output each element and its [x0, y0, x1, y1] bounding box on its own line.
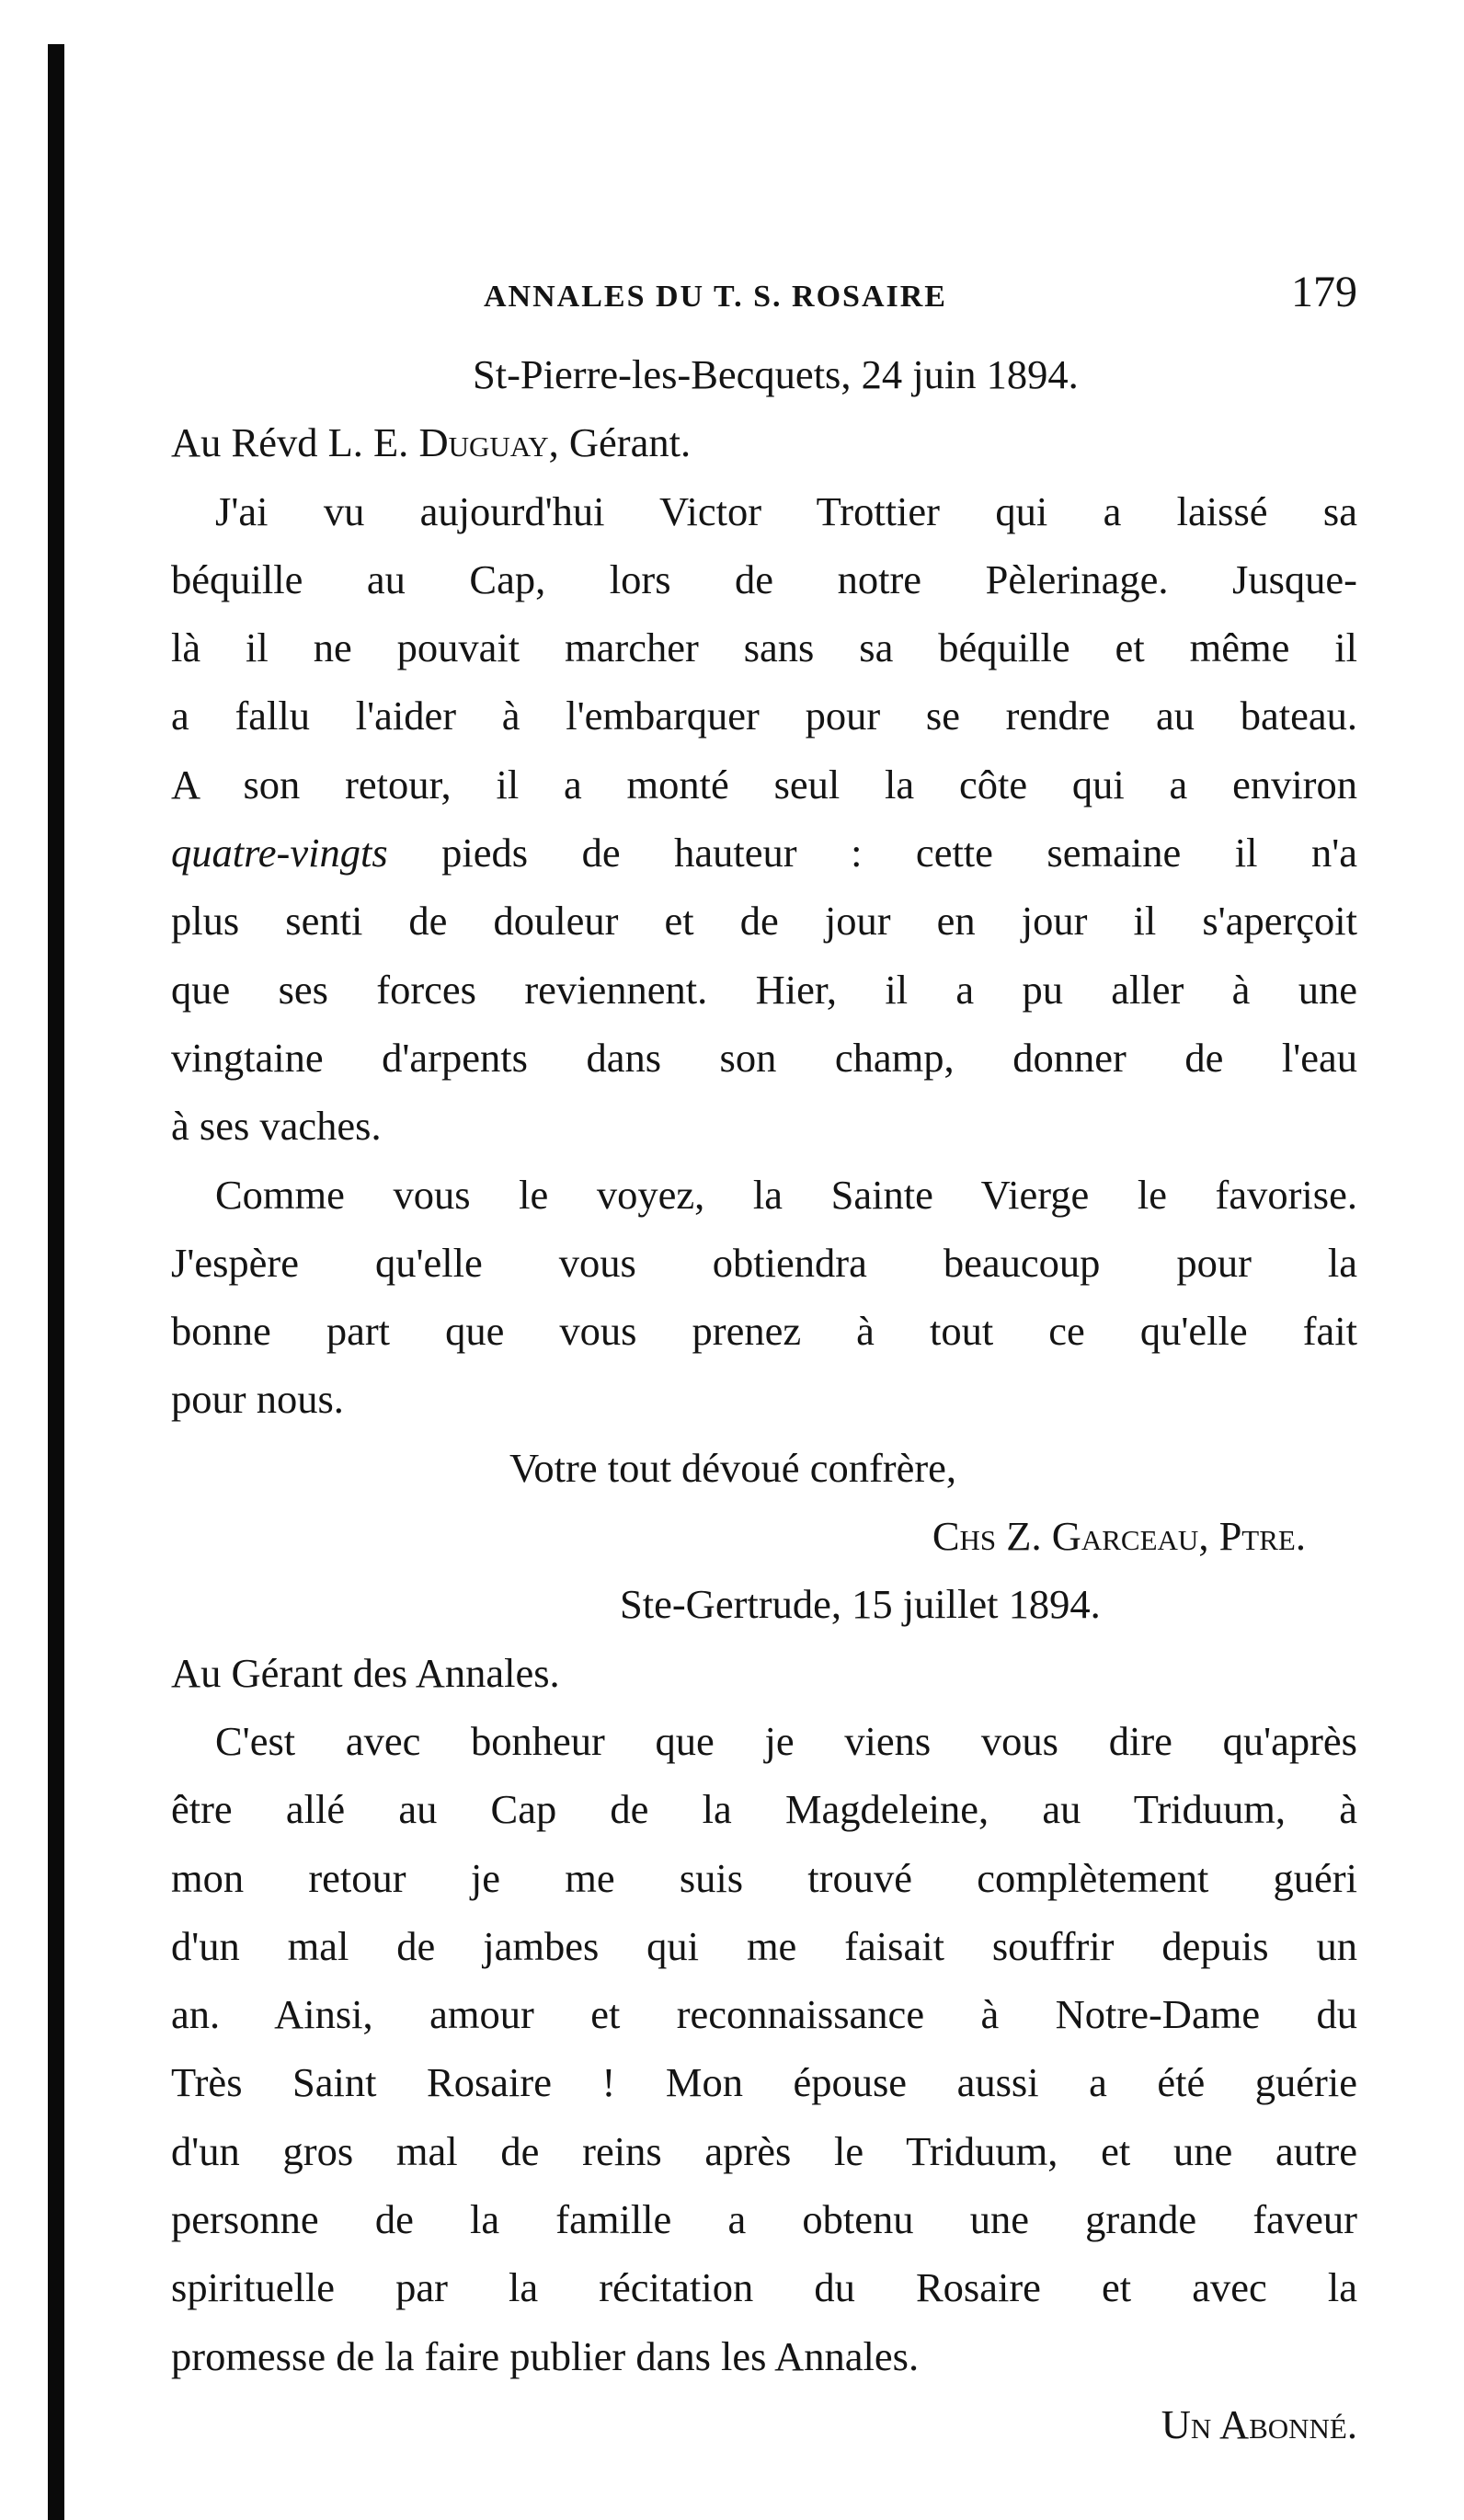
- letter2-dateline: Ste-Gertrude, 15 juillet 1894.: [620, 1581, 1101, 1628]
- letter1-para2-line: bonne part que vous prenez à tout ce qu'elle fait: [171, 1308, 1357, 1355]
- letter1-para1-line: [171, 819, 1357, 887]
- page-body: [171, 267, 1357, 2458]
- letter1-para2-last-line: pour nous.: [171, 1376, 344, 1423]
- letter1-closing: Votre tout dévoué confrère,: [509, 1444, 957, 1491]
- letter2-para-line: d'un mal de jambes qui me faisait souffrir depuis un: [171, 1922, 1357, 1969]
- letter2-salutation: Au Gérant des Annales.: [171, 1649, 560, 1696]
- letter1-para1-line: vingtaine d'arpents dans son champ, donner de l'eau: [171, 1034, 1357, 1081]
- page-number: 179: [1291, 268, 1357, 316]
- running-head: [171, 267, 1357, 340]
- running-head-title: ANNALES DU T. S. ROSAIRE: [484, 280, 947, 314]
- letter1-salutation: [171, 408, 1357, 476]
- letter1-para1-line: A son retour, il a monté seul la côte qui a environ: [171, 761, 1357, 808]
- letter1-dateline: St-Pierre-les-Becquets, 24 juin 1894.: [473, 351, 1079, 397]
- letter1-para1-line: a fallu l'aider à l'embarquer pour se rendre au bateau.: [171, 693, 1357, 739]
- letter1-para1-line: que ses forces reviennent. Hier, il a pu aller à une: [171, 966, 1357, 1013]
- letter2-para-line: d'un gros mal de reins après le Triduum, et une autre: [171, 2127, 1357, 2174]
- letter1-para1-line: J'ai vu aujourd'hui Victor Trottier qui a laissé sa: [215, 487, 1357, 534]
- letter2-para-line: mon retour je me suis trouvé complètement guéri: [171, 1854, 1357, 1901]
- letter1-para1-line6-rest: pieds de hauteur : cette semaine il n'a: [387, 830, 1357, 876]
- binding-edge: [48, 44, 64, 2520]
- letter1-para1-last-line: à ses vaches.: [171, 1103, 382, 1150]
- letter2-para-line: être allé au Cap de la Magdeleine, au Triduum, à: [171, 1786, 1357, 1833]
- letter1-salutation-prefix: Au Révd L. E.: [171, 419, 419, 466]
- letter1-para2-line: Comme vous le voyez, la Sainte Vierge le favorise.: [215, 1171, 1357, 1218]
- letter1-para2-line: J'espère qu'elle vous obtiendra beaucoup pour la: [171, 1239, 1357, 1286]
- letter2-para-line: spirituelle par la récitation du Rosaire et avec la: [171, 2264, 1357, 2311]
- letter1-para1-line: béquille au Cap, lors de notre Pèlerinage. Jusque-: [171, 556, 1357, 602]
- letter1-para1-line: là il ne pouvait marcher sans sa béquille et même il: [171, 624, 1357, 671]
- letter1-para1-line: plus senti de douleur et de jour en jour il s'aperçoit: [171, 898, 1357, 945]
- letter1-signature: Chs Z. Garceau, Ptre.: [932, 1513, 1306, 1560]
- letter1-salutation-name: Duguay: [418, 419, 549, 466]
- letter2-para-line: C'est avec bonheur que je viens vous dire qu'après: [215, 1717, 1357, 1764]
- letter2-para-last-line: promesse de la faire publier dans les Annales.: [171, 2332, 920, 2379]
- letter1-italic-phrase: quatre-vingts: [171, 830, 388, 876]
- letter2-signature: Un Abonné.: [1161, 2400, 1357, 2447]
- letter2-para-line: personne de la famille a obtenu une grande faveur: [171, 2196, 1357, 2243]
- letter2-para-line: an. Ainsi, amour et reconnaissance à Notre-Dame du: [171, 1991, 1357, 2038]
- letter2-para-line: Très Saint Rosaire ! Mon épouse aussi a été guérie: [171, 2059, 1357, 2106]
- letter1-salutation-suffix: , Gérant.: [548, 419, 692, 466]
